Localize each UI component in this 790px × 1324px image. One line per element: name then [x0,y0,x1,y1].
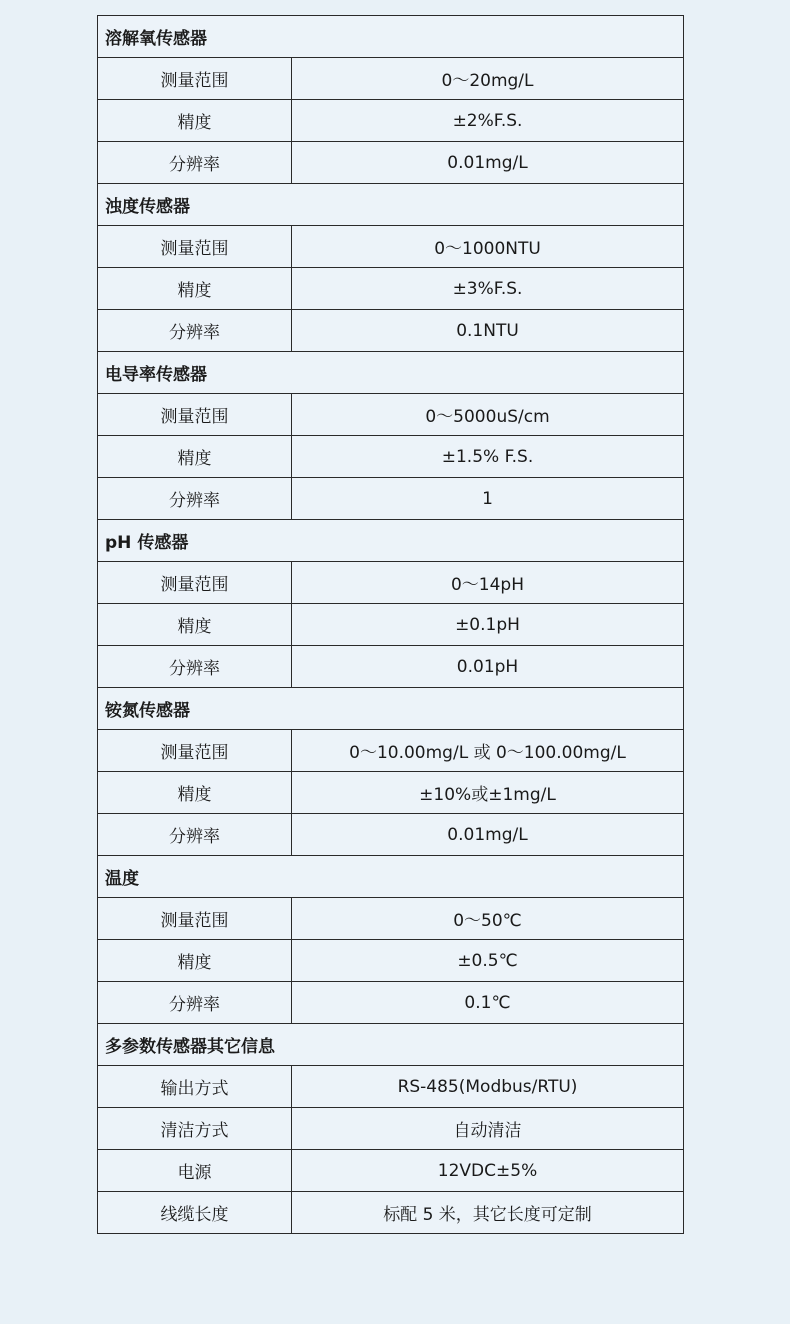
row-label: 精度 [98,268,292,310]
row-label: 精度 [98,436,292,478]
row-value: 0.1℃ [292,982,684,1024]
row-value: ±2%F.S. [292,100,684,142]
row-value: 0～10.00mg/L 或 0～100.00mg/L [292,730,684,772]
table-row [98,646,684,688]
row-label: 输出方式 [98,1066,292,1108]
row-label: 精度 [98,772,292,814]
row-value: 0～1000NTU [292,226,684,268]
row-value: RS-485(Modbus/RTU) [292,1066,684,1108]
table-row [98,940,684,982]
row-value: 0～14pH [292,562,684,604]
row-label: 分辨率 [98,142,292,184]
row-label: 分辨率 [98,646,292,688]
section-title: 电导率传感器 [98,352,684,394]
row-label: 分辨率 [98,982,292,1024]
row-label: 电源 [98,1150,292,1192]
section-header-row [98,16,684,58]
row-label: 测量范围 [98,898,292,940]
table-row [98,58,684,100]
table-row [98,394,684,436]
table-row [98,982,684,1024]
row-value: 0～5000uS/cm [292,394,684,436]
table-row [98,226,684,268]
table-row [98,478,684,520]
row-value: 0.01mg/L [292,814,684,856]
row-label: 测量范围 [98,58,292,100]
table-row [98,268,684,310]
row-value: 0～50℃ [292,898,684,940]
section-title: 铵氮传感器 [98,688,684,730]
row-value: ±0.5℃ [292,940,684,982]
section-header-row [98,352,684,394]
section-title: 多参数传感器其它信息 [98,1024,684,1066]
table-row [98,1108,684,1150]
row-value: 0.01mg/L [292,142,684,184]
row-label: 精度 [98,940,292,982]
row-value: 12VDC±5% [292,1150,684,1192]
section-header-row [98,688,684,730]
table-row [98,142,684,184]
section-title: 温度 [98,856,684,898]
row-label: 测量范围 [98,562,292,604]
table-row [98,436,684,478]
row-label: 精度 [98,100,292,142]
row-value: 0.1NTU [292,310,684,352]
row-value: 0～20mg/L [292,58,684,100]
row-label: 分辨率 [98,478,292,520]
section-header-row [98,520,684,562]
row-label: 清洁方式 [98,1108,292,1150]
table-row [98,310,684,352]
row-value: ±1.5% F.S. [292,436,684,478]
table-row [98,772,684,814]
table-row [98,1066,684,1108]
row-label: 分辨率 [98,310,292,352]
row-value: ±10%或±1mg/L [292,772,684,814]
section-header-row [98,1024,684,1066]
spec-table [97,15,684,1234]
table-row [98,814,684,856]
row-label: 测量范围 [98,394,292,436]
section-header-row [98,184,684,226]
row-value: 1 [292,478,684,520]
table-row [98,100,684,142]
row-label: 精度 [98,604,292,646]
row-label: 分辨率 [98,814,292,856]
row-label: 测量范围 [98,226,292,268]
row-label: 线缆长度 [98,1192,292,1234]
row-label: 测量范围 [98,730,292,772]
section-title: pH 传感器 [98,520,684,562]
row-value: ±0.1pH [292,604,684,646]
row-value: 标配 5 米，其它长度可定制 [292,1192,684,1234]
row-value: 自动清洁 [292,1108,684,1150]
table-row [98,1150,684,1192]
table-row [98,1192,684,1234]
table-row [98,898,684,940]
table-row [98,604,684,646]
row-value: ±3%F.S. [292,268,684,310]
table-row [98,730,684,772]
section-title: 浊度传感器 [98,184,684,226]
section-title: 溶解氧传感器 [98,16,684,58]
table-row [98,562,684,604]
section-header-row [98,856,684,898]
row-value: 0.01pH [292,646,684,688]
